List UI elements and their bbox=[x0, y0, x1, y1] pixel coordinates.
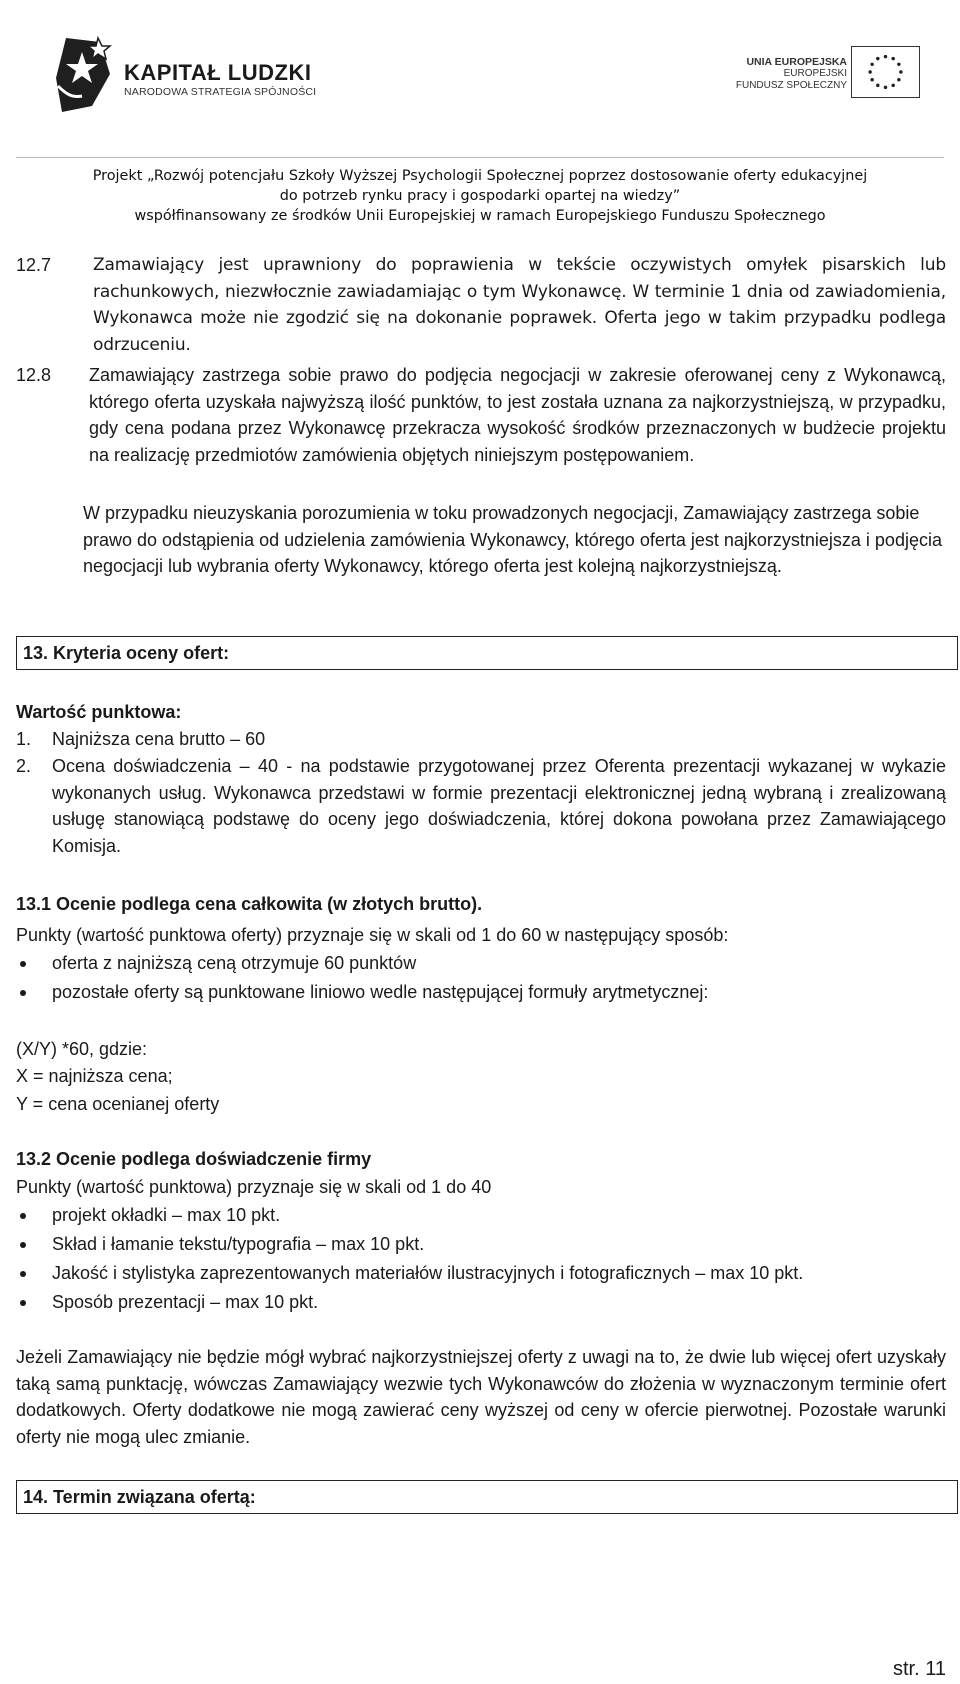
header-divider bbox=[16, 157, 944, 158]
kapital-ludzki-logo bbox=[52, 34, 317, 114]
bullet-icon bbox=[20, 1242, 26, 1248]
bullet-icon bbox=[20, 1271, 26, 1277]
project-line-2: do potrzeb rynku pracy i gospodarki opartej na wiedzy” bbox=[279, 188, 681, 204]
criteria-item-2-number: 2. bbox=[16, 756, 32, 776]
section-12-8-paragraph-2: W przypadku nieuzyskania porozumienia w toku prowadzonych negocjacji, Zamawiający zastrzega sobie prawo do odstąpienia od udzielenia zamówienia Wykonawcy, którego oferta jest najkorzystniejsza i podjęcia negocjacji lub wybrania oferty Wykonawcy, którego oferta jest kolejną najkorzystniejszą. bbox=[83, 503, 942, 576]
logo-left-title: KAPITAŁ LUDZKI bbox=[124, 60, 312, 85]
bullet-icon bbox=[20, 1300, 26, 1306]
eu-flag-icon bbox=[851, 46, 920, 98]
formula-x-definition: X = najniższa cena; bbox=[16, 1066, 173, 1086]
list-item-text: Jakość i stylistyka zaprezentowanych materiałów ilustracyjnych i fotograficznych – max 10 pkt. bbox=[52, 1263, 804, 1283]
section-12-7-text: Zamawiający jest uprawniony do poprawienia w tekście oczywistych omyłek pisarskich lub rachunkowych, niezwłocznie zawiadamiając o tym Wykonawcę. W terminie 1 dnia od zawiadomienia, Wykonawca może nie zgodzić się na dokonanie poprawek. Oferta jego w takim przypadku podlega odrzuceniu. bbox=[93, 255, 946, 355]
project-header bbox=[0, 166, 960, 226]
eu-logo-line2: EUROPEJSKI bbox=[783, 68, 847, 79]
section-13-2-closing: Jeżeli Zamawiający nie będzie mógł wybrać najkorzystniejszej oferty z uwagi na to, że dwie lub więcej ofert uzyskały taką samą punktację, wówczas Zamawiający wezwie tych Wykonawców do złożenia w wyznaczonym terminie ofert dodatkowych. Oferty dodatkowe nie mogą zawierać ceny wyższej od ceny w ofercie pierwotnej. Pozostałe warunki oferty nie mogą ulec zmianie. bbox=[16, 1347, 946, 1447]
section-12-8-number: 12.8 bbox=[16, 365, 52, 385]
section-13-2-heading: 13.2 Ocenie podlega doświadczenie firmy bbox=[16, 1149, 372, 1169]
eu-logo bbox=[735, 46, 920, 102]
logo-left-subtitle: NARODOWA STRATEGIA SPÓJNOŚCI bbox=[124, 86, 317, 98]
bullet-icon bbox=[20, 990, 26, 996]
bullet-icon bbox=[20, 1213, 26, 1219]
criteria-item-1-number: 1. bbox=[16, 729, 32, 749]
formula-y-definition: Y = cena ocenianej oferty bbox=[16, 1094, 220, 1114]
kapital-ludzki-star-icon bbox=[52, 34, 118, 114]
list-item-text: Sposób prezentacji – max 10 pkt. bbox=[52, 1292, 319, 1312]
section-14-heading: 14. Termin związana ofertą: bbox=[16, 1480, 958, 1514]
points-heading: Wartość punktowa: bbox=[16, 702, 182, 722]
list-item-text: Skład i łamanie tekstu/typografia – max 10 pkt. bbox=[52, 1234, 425, 1254]
formula: (X/Y) *60, gdzie: bbox=[16, 1039, 148, 1059]
criteria-item-2: Ocena doświadczenia – 40 - na podstawie przygotowanej przez Oferenta prezentacji wykazanej w wykazie wykonanych usług. Wykonawca przedstawi w formie prezentacji elektronicznej jedną wybraną i zrealizowaną usługę stanowiącą podstawę do oceny jego doświadczenia, której dokona powołana przez Zamawiającego Komisja. bbox=[52, 756, 946, 856]
section-13-1-intro: Punkty (wartość punktowa oferty) przyznaje się w skali od 1 do 60 w następujący sposób: bbox=[16, 925, 729, 945]
project-line-1: Projekt „Rozwój potencjału Szkoły Wyższej Psychologii Społecznej poprzez dostosowanie oferty edukacyjnej bbox=[92, 168, 868, 184]
section-12-8-paragraph-1: Zamawiający zastrzega sobie prawo do podjęcia negocjacji w zakresie oferowanej ceny z Wykonawcą, którego oferta uzyskała najwyższą ilość punktów, to jest została uznana za najkorzystniejszą, w przypadku, gdy cena podana przez Wykonawcę przekracza wysokość środków przeznaczonych w budżecie projektu na realizację przedmiotów zamówienia objętych niniejszym postępowaniem. bbox=[89, 365, 946, 465]
eu-logo-line3: FUNDUSZ SPOŁECZNY bbox=[735, 80, 847, 91]
section-12-7-number: 12.7 bbox=[16, 255, 52, 275]
page-number: str. 11 bbox=[893, 1658, 946, 1680]
criteria-item-1: Najniższa cena brutto – 60 bbox=[52, 729, 266, 749]
eu-logo-text bbox=[736, 56, 847, 92]
section-13-2-intro: Punkty (wartość punktowa) przyznaje się w skali od 1 do 40 bbox=[16, 1177, 492, 1197]
project-line-3: współfinansowany ze środków Unii Europejskiej w ramach Europejskiego Funduszu Społecznego bbox=[134, 208, 826, 224]
list-item-text: pozostałe oferty są punktowane liniowo wedle następującej formuły arytmetycznej: bbox=[52, 982, 709, 1002]
section-13-1-heading: 13.1 Ocenie podlega cena całkowita (w złotych brutto). bbox=[16, 894, 483, 914]
list-item-text: oferta z najniższą ceną otrzymuje 60 punktów bbox=[52, 953, 417, 973]
eu-logo-line1: UNIA EUROPEJSKA bbox=[746, 56, 847, 68]
section-13-heading: 13. Kryteria oceny ofert: bbox=[16, 636, 958, 670]
bullet-icon bbox=[20, 961, 26, 967]
list-item-text: projekt okładki – max 10 pkt. bbox=[52, 1205, 281, 1225]
